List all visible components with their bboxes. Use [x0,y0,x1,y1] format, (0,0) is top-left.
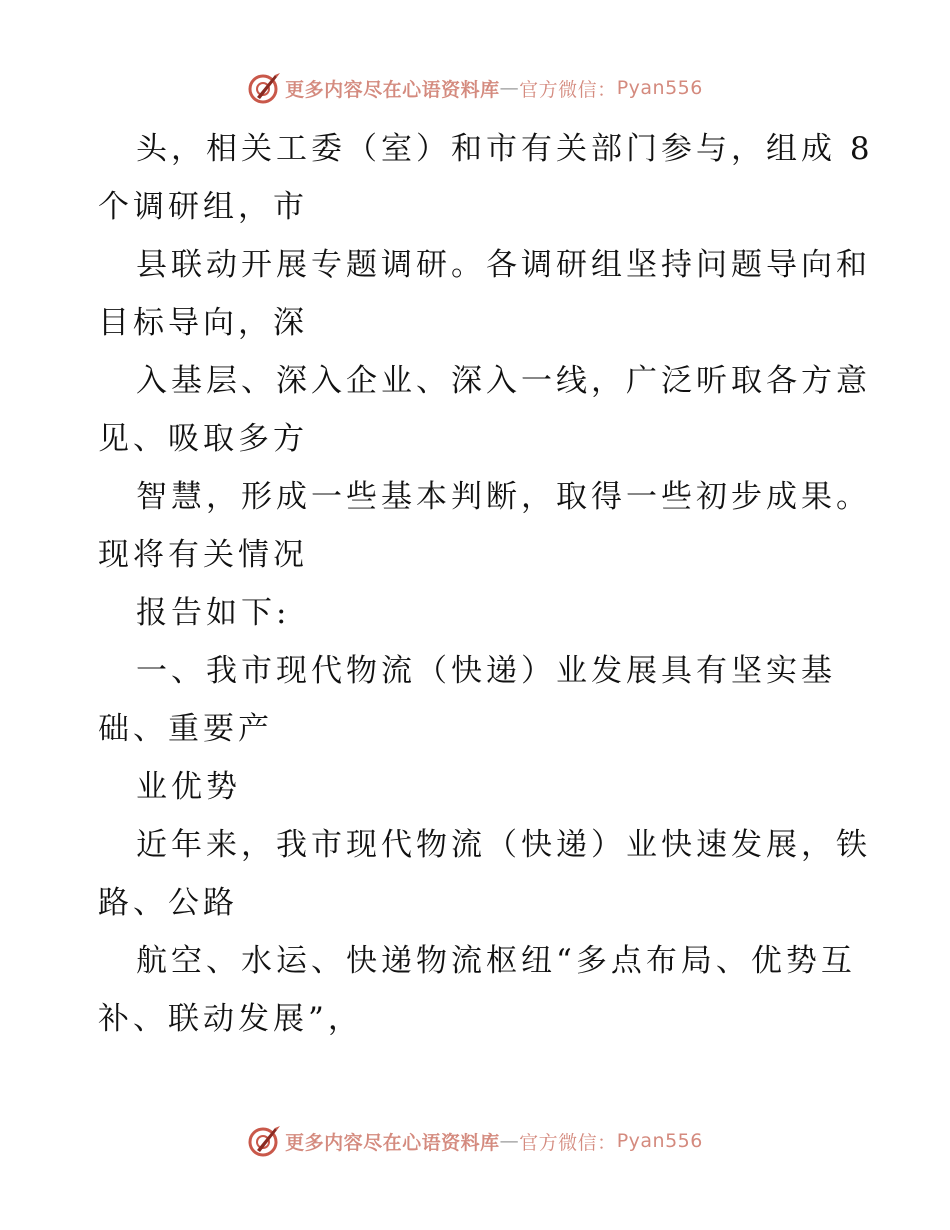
text-line: 目标导向，深 [98,305,308,341]
text-line: 补、联动发展”， [98,1001,363,1037]
watermark-label: 官方微信： [519,78,617,101]
watermark-brand: 更多内容尽在心语资料库 [285,1131,500,1154]
text-line: 报告如下: [136,595,291,631]
text-line: 近年来，我市现代物流（快递）业快速发展，铁 [136,827,871,863]
watermark-dash: — [499,1130,520,1152]
header-watermark [0,70,950,106]
feather-logo-icon [247,71,281,105]
watermark-label: 官方微信： [519,1131,617,1154]
text-line: 县联动开展专题调研。各调研组坚持问题导向和 [136,247,871,283]
text-line: 头，相关工委（室）和市有关部门参与，组成 8 [136,131,874,167]
text-line: 个调研组，市 [98,189,308,225]
text-line: 航空、水运、快递物流枢纽“多点布局、优势互 [136,943,856,979]
section-heading-line: 业优势 [136,769,241,805]
text-line: 入基层、深入企业、深入一线，广泛听取各方意 [136,363,871,399]
text-line: 路、公路 [98,885,238,921]
watermark-brand: 更多内容尽在心语资料库 [285,78,500,101]
watermark-id: Pyan556 [616,77,703,99]
section-heading-line: 础、重要产 [98,711,273,747]
feather-logo-icon [247,1124,281,1158]
watermark-dash: — [499,77,520,99]
text-line: 见、吸取多方 [98,421,308,457]
watermark-id: Pyan556 [616,1130,703,1152]
text-line: 现将有关情况 [98,537,308,573]
footer-watermark [0,1123,950,1159]
section-heading-line: 一、我市现代物流（快递）业发展具有坚实基 [136,653,836,689]
text-line: 智慧，形成一些基本判断，取得一些初步成果。 [136,479,871,515]
